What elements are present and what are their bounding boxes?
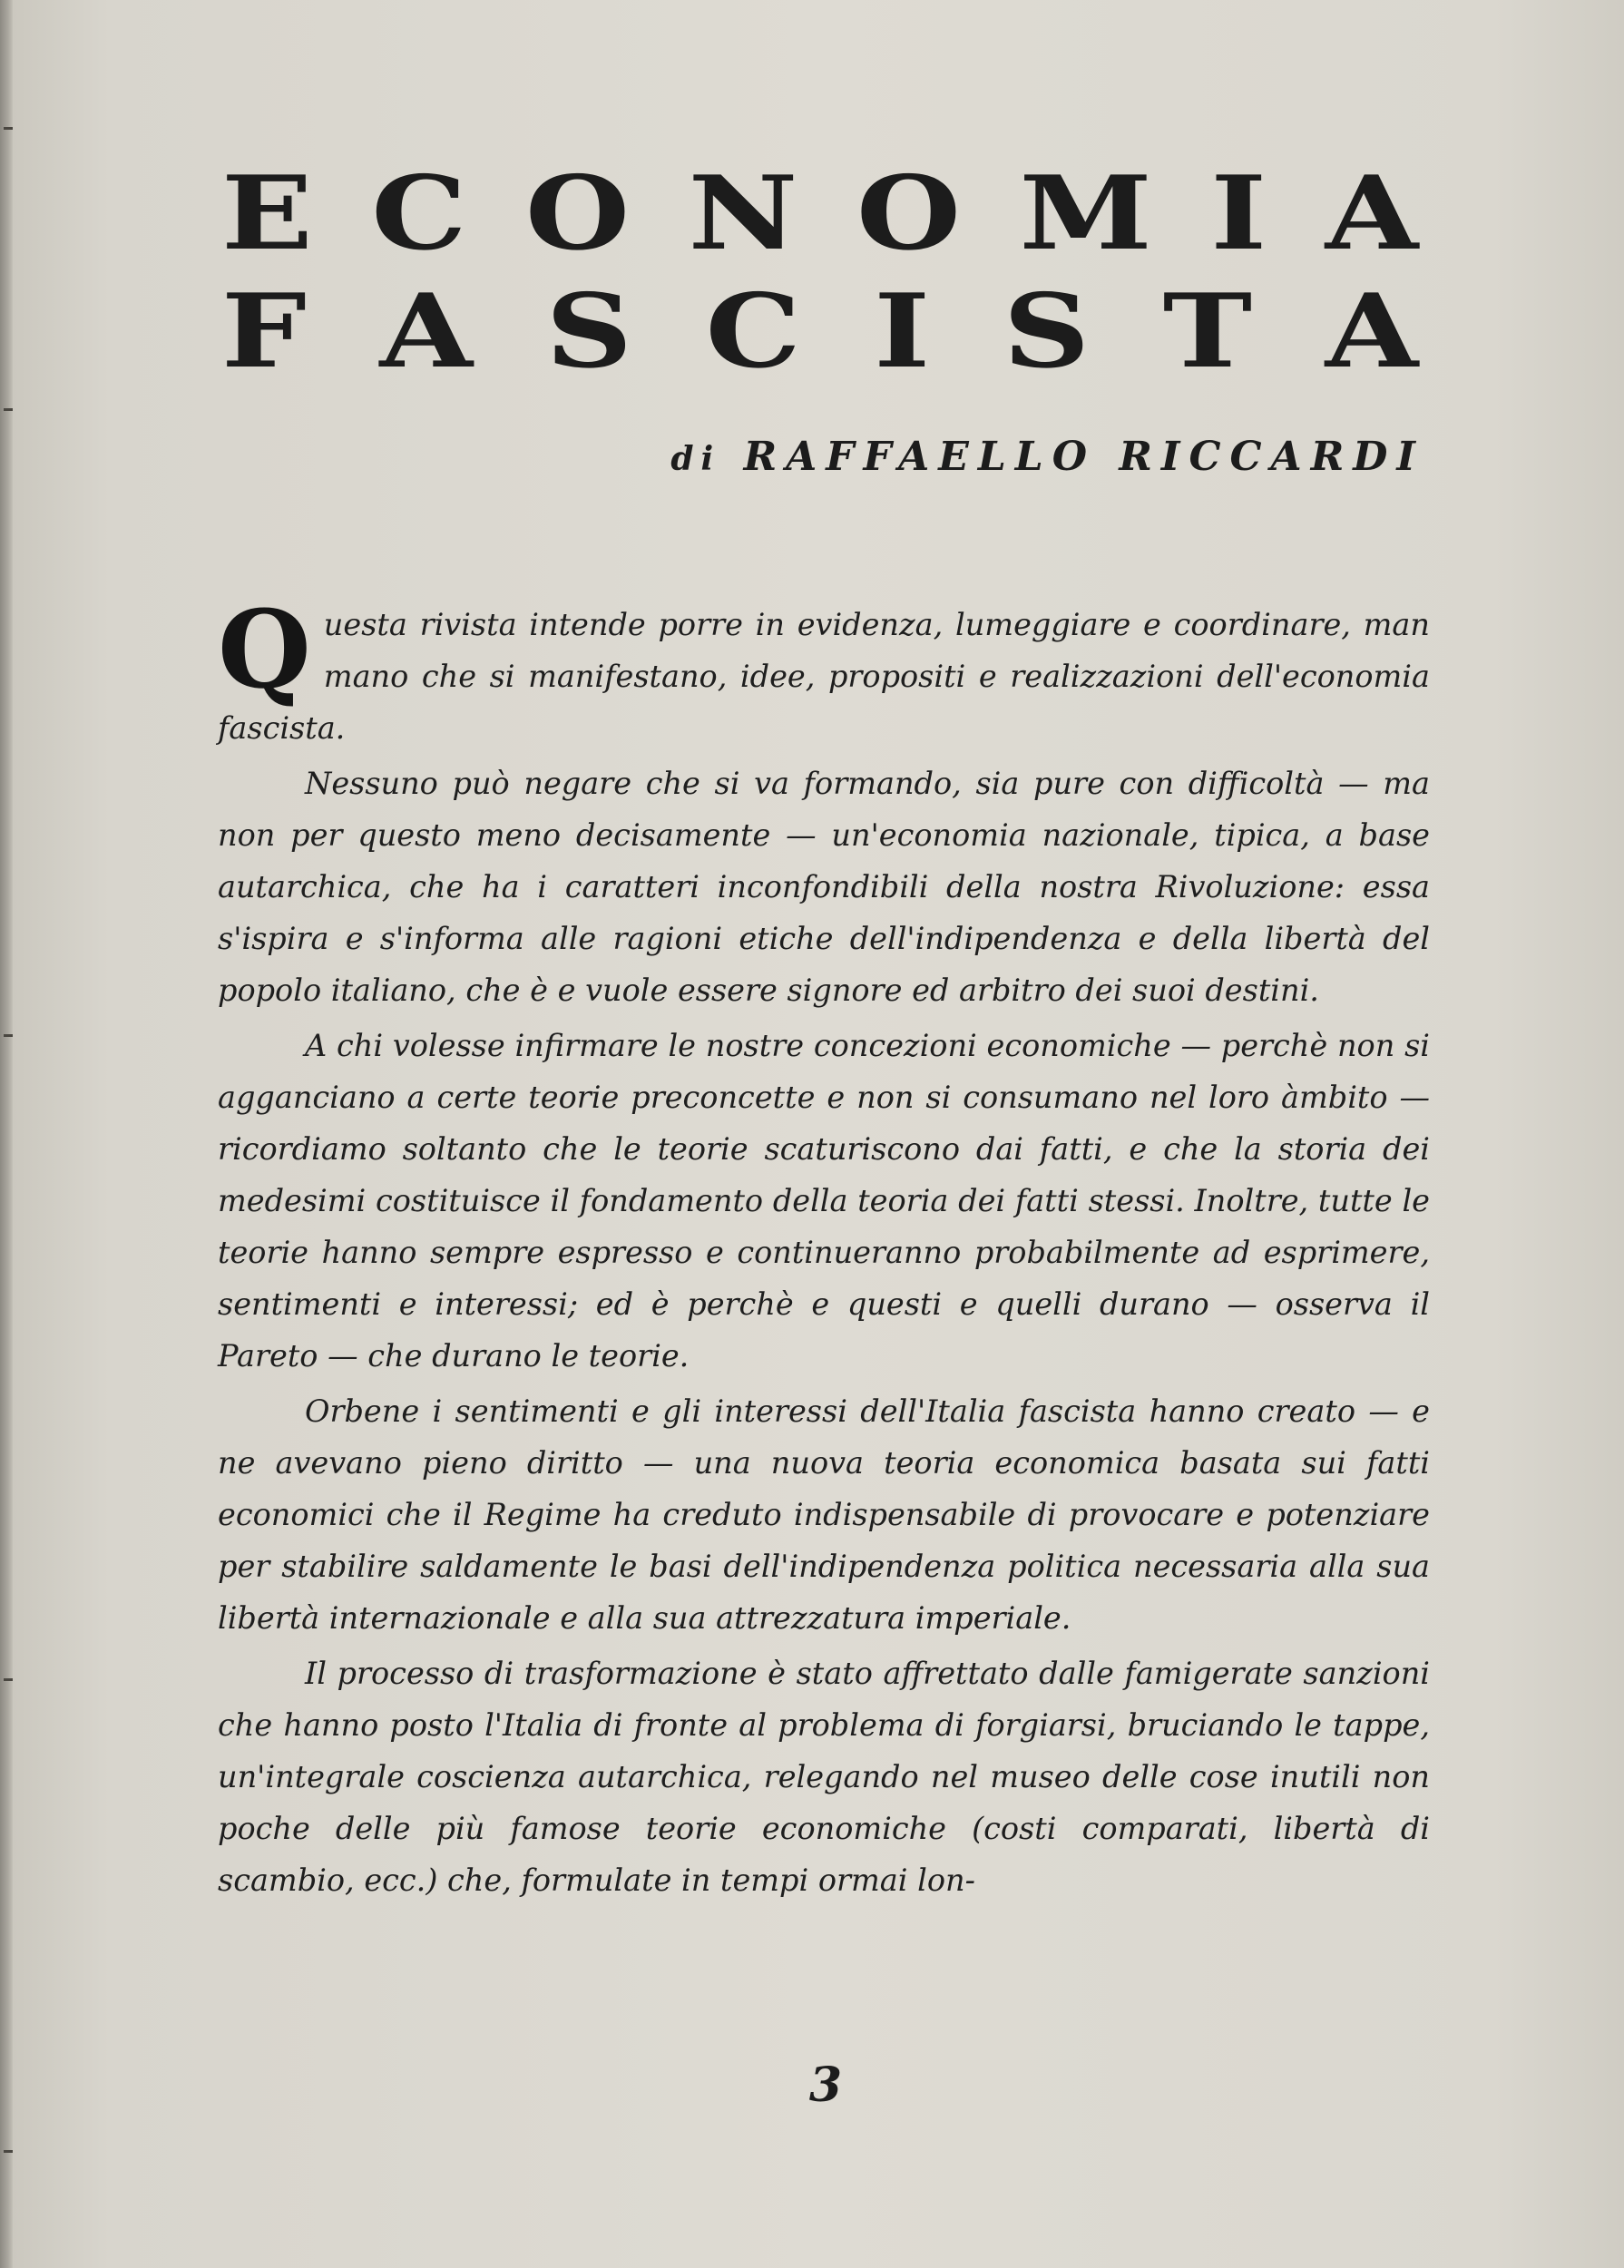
title-letter: I <box>874 272 931 391</box>
title-letter: F <box>221 272 307 391</box>
title-letter: N <box>688 154 798 273</box>
title-letter: O <box>856 154 962 273</box>
title-line-1 <box>221 154 1419 273</box>
byline-prefix: di <box>670 440 721 478</box>
title-letter: S <box>1003 272 1091 391</box>
binding-stitch <box>4 2150 13 2153</box>
binding-stitch <box>4 1678 13 1681</box>
title-letter: E <box>221 154 313 273</box>
byline <box>572 434 1424 480</box>
article-body <box>218 586 1430 1910</box>
paragraph: A chi volesse infirmare le nostre concezioni economiche — perchè non si agganciano a certe teorie preconcette e non si consumano nel loro àmbito — ricordiamo soltanto che le teorie scaturiscono dai fatti, e che la storia dei medesimi costituisce il fondamento della teoria dei fatti stessi. Inoltre, tutte le teorie hanno sempre espresso e continueranno probabilmente ad esprimere, sentimenti e interessi; ed è perchè e questi e quelli durano — osserva il Pareto — che durano le teorie. <box>218 1028 1430 1374</box>
title-letter: S <box>545 272 632 391</box>
binding-stitch <box>4 408 13 411</box>
paragraph-text: uesta rivista intende porre in evidenza, lumeggiare e coordinare, man mano che si manifestano, idee, propositi e realizzazioni dell'economia fascista. <box>218 607 1430 746</box>
title-line-2 <box>221 272 1419 391</box>
binding-stitch <box>4 1034 13 1037</box>
title-letter: A <box>1325 154 1419 273</box>
paragraph: Orbene i sentimenti e gli interessi dell'Italia fascista hanno creato — e ne avevano pieno diritto — una nuova teoria economica basata sui fatti economici che il Regime ha creduto indispensabile di provocare e potenziare per stabilire saldamente le basi dell'indipendenza politica necessaria alla sua libertà internazionale e alla sua attrezzatura imperiale. <box>218 1393 1430 1636</box>
binding-edge <box>0 0 13 2268</box>
title-letter: C <box>371 154 467 273</box>
paragraph: Il processo di trasformazione è stato affrettato dalle famigerate sanzioni che hanno posto l'Italia di fronte al problema di forgiarsi, bruciando le tappe, un'integrale coscienza autarchica, relegando nel museo delle cose inutili non poche delle più famose teorie economiche (costi comparati, libertà di scambio, ecc.) che, formulate in tempi ormai lon- <box>218 1656 1430 1898</box>
page-number: 3 <box>808 2058 843 2113</box>
title-letter: C <box>705 272 801 391</box>
title-letter: A <box>379 272 473 391</box>
byline-author: RAFFAELLO RICCARDI <box>743 434 1424 480</box>
binding-stitch <box>4 127 13 130</box>
paragraph: Nessuno può negare che si va formando, sia pure con difficoltà — ma non per questo meno decisamente — un'economia nazionale, tipica, a base autarchica, che ha i caratteri inconfondibili della nostra Rivoluzione: essa s'ispira e s'informa alle ragioni etiche dell'indipendenza e della libertà del popolo italiano, che è e vuole essere signore ed arbitro dei suoi destini. <box>218 766 1430 1008</box>
title-letter: M <box>1019 154 1152 273</box>
title-letter: O <box>524 154 631 273</box>
title-letter: A <box>1325 272 1419 391</box>
drop-cap: Q <box>218 586 311 712</box>
paragraph <box>218 586 1430 754</box>
title-letter: T <box>1162 272 1253 391</box>
title-letter: I <box>1210 154 1267 273</box>
